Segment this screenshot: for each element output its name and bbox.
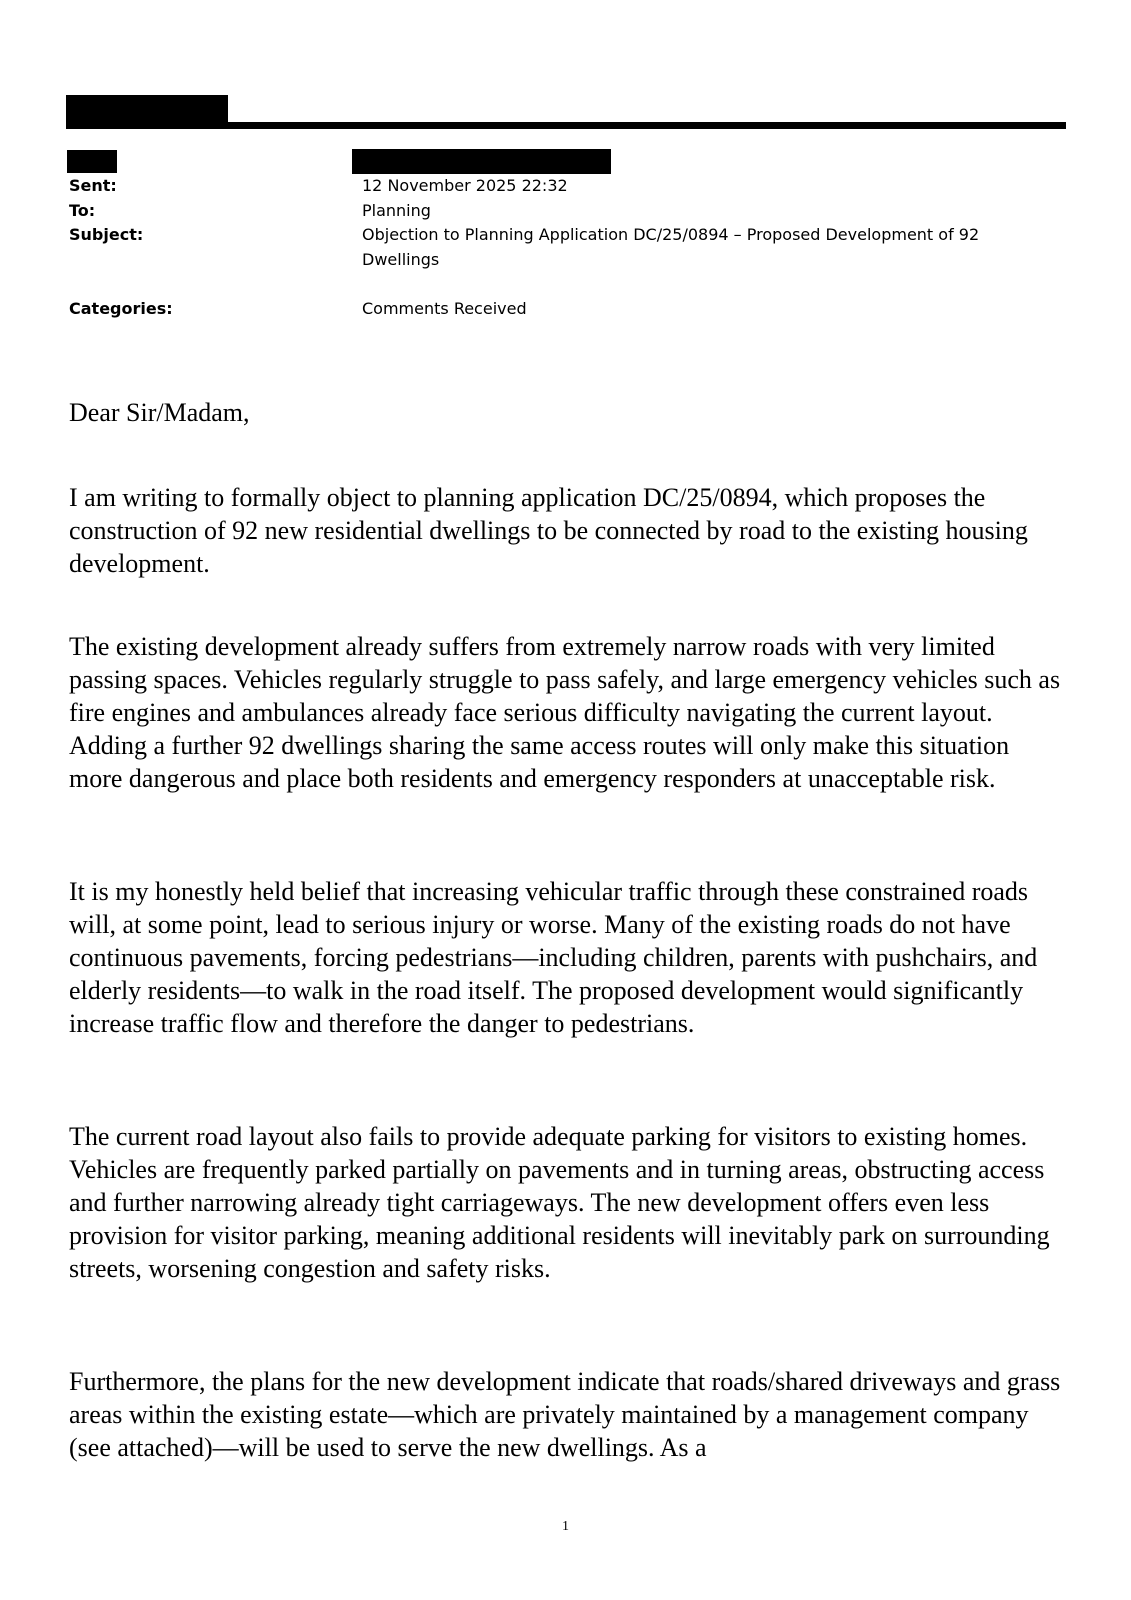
- redacted-from-value: [352, 149, 611, 174]
- header-rule: [66, 122, 1066, 129]
- paragraph-private-roads: Furthermore, the plans for the new development indicate that roads/shared driveways and grass areas within the existing estate—which are privately maintained by a management company (see attached)—will be used to serve the new dwellings. As a: [69, 1367, 1061, 1462]
- subject-value: Objection to Planning Application DC/25/0894 – Proposed Development of 92 Dwellings: [362, 225, 980, 269]
- categories-label: Categories:: [69, 299, 173, 318]
- page-number: 1: [562, 1519, 569, 1534]
- sent-label: Sent:: [69, 176, 117, 195]
- paragraph-pedestrian-safety: It is my honestly held belief that increasing vehicular traffic through these constrained roads will, at some point, lead to serious injury or worse. Many of the existing roads do not have continuous pavements, forcing pedestrians—including children, parents with pushchairs, and elderly residents—to walk in the road itself. The proposed development would significantly increase traffic flow and therefore the danger to pedestrians.: [69, 877, 1038, 1038]
- paragraph-narrow-roads: The existing development already suffers from extremely narrow roads with very limited passing spaces. Vehicles regularly struggle to pass safely, and large emergency vehicles such as fire engines and ambulances already face serious difficulty navigating the current layout. Adding a further 92 dwellings sharing the same access routes will only make this situation more dangerous and place both residents and emergency responders at unacceptable risk.: [69, 632, 1061, 793]
- salutation: Dear Sir/Madam,: [69, 398, 250, 427]
- paragraph-intro: I am writing to formally object to planning application DC/25/0894, which proposes the construction of 92 new residential dwellings to be connected by road to the existing housing development.: [69, 483, 1028, 578]
- subject-label: Subject:: [69, 225, 144, 244]
- to-label: To:: [69, 201, 96, 220]
- redacted-from-label: [67, 150, 117, 173]
- categories-value: Comments Received: [362, 299, 527, 318]
- paragraph-parking: The current road layout also fails to provide adequate parking for visitors to existing homes. Vehicles are frequently parked partially on pavements and in turning areas, obstructing access and further narrowing already tight carriageways. The new development offers even less provision for visitor parking, meaning additional residents will inevitably park on surrounding streets, worsening congestion and safety risks.: [69, 1122, 1050, 1283]
- sent-value: 12 November 2025 22:32: [362, 176, 568, 195]
- redacted-sender-name: [66, 95, 228, 125]
- to-value: Planning: [362, 201, 431, 220]
